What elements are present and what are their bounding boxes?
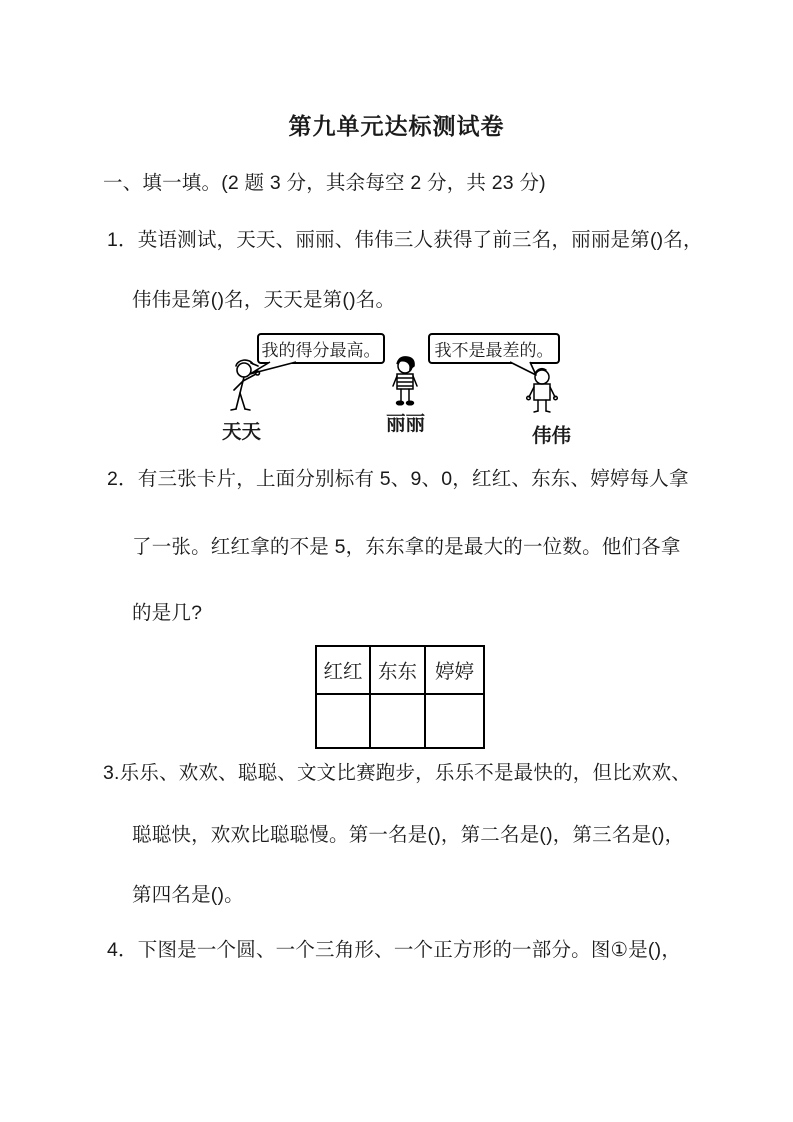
table-header-honghong: 红红 — [316, 646, 370, 694]
table-cell-tingting — [425, 694, 484, 748]
table-header-tingting: 婷婷 — [425, 646, 484, 694]
label-tiantian: 天天 — [222, 421, 262, 443]
label-lili: 丽丽 — [386, 413, 426, 435]
tiantian-figure-icon — [231, 360, 260, 410]
question-2-line-1: 2．有三张卡片，上面分别标有 5、9、0，红红、东东、婷婷每人拿 — [107, 468, 689, 490]
page-title: 第九单元达标测试卷 — [288, 113, 505, 139]
answer-table — [315, 645, 485, 749]
section-heading: 一、填一填。(2 题 3 分，其余每空 2 分，共 23 分) — [103, 172, 546, 194]
table-cell-honghong — [316, 694, 370, 748]
table-header-dongdong: 东东 — [370, 646, 425, 694]
speech-bubble-weiwei: 我不是最差的。 — [428, 333, 560, 364]
table-cell-dongdong — [370, 694, 425, 748]
question-2-line-3: 的是几? — [132, 602, 203, 624]
question-4-line-1: 4．下图是一个圆、一个三角形、一个正方形的一部分。图①是()， — [107, 939, 682, 961]
weiwei-figure-icon — [527, 369, 558, 412]
speech-bubble-tiantian: 我的得分最高。 — [257, 333, 385, 364]
question-2-line-2: 了一张。红红拿的不是 5，东东拿的是最大的一位数。他们各拿 — [132, 536, 681, 558]
question-1-line-2: 伟伟是第()名，天天是第()名。 — [132, 289, 396, 311]
question-3-line-2: 聪聪快，欢欢比聪聪慢。第一名是()，第二名是()，第三名是()， — [132, 824, 685, 846]
table-answer-row — [316, 694, 484, 748]
question-1-line-1: 1．英语测试，天天、丽丽、伟伟三人获得了前三名，丽丽是第()名， — [107, 229, 703, 251]
question-3-line-3: 第四名是()。 — [132, 884, 244, 906]
table-header-row — [316, 646, 484, 694]
question-3-line-1: 3.乐乐、欢欢、聪聪、文文比赛跑步，乐乐不是最快的，但比欢欢、 — [103, 762, 691, 784]
label-weiwei: 伟伟 — [532, 425, 572, 447]
lili-figure-icon — [393, 357, 417, 405]
